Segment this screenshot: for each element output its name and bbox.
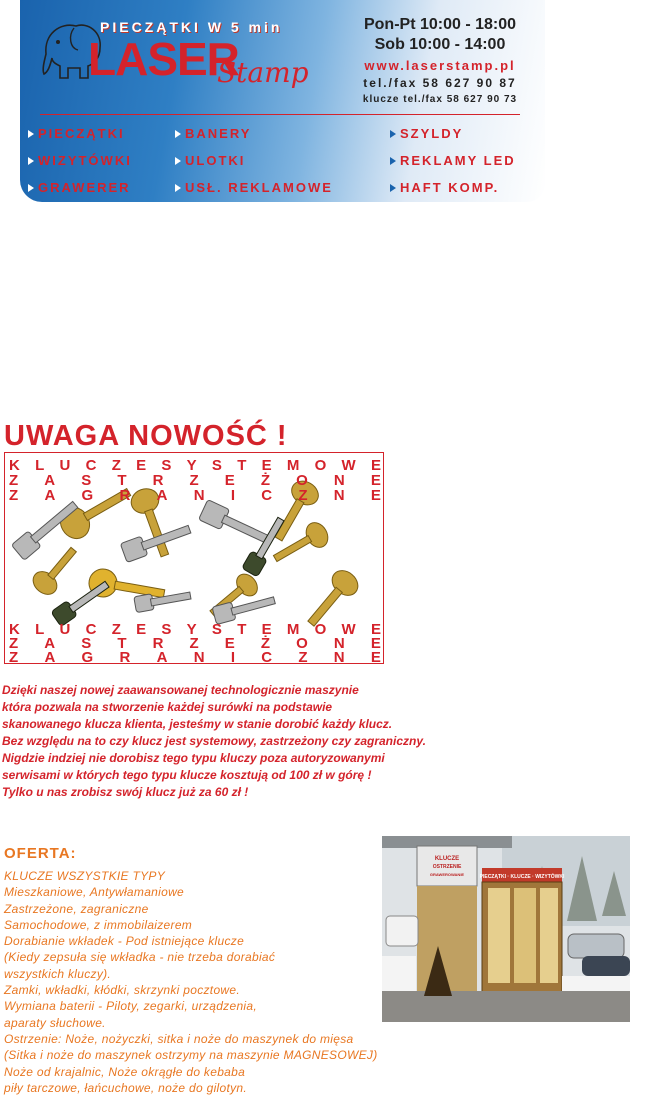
menu-item-label: BANERY [185,126,252,141]
promo-letter: E [261,621,272,638]
offer-item: Samochodowe, z immobilaizerem [4,917,193,932]
promo-letter: T [117,472,127,489]
promo-line-2 [9,474,381,488]
promo-letter: E [370,457,381,474]
promo-letter: L [35,621,45,638]
promo-letter: Z [9,649,19,664]
keys-promo-image [4,452,384,664]
header-tagline: PIECZĄTKI W 5 min [100,19,283,35]
menu-item-grawerer[interactable] [28,178,175,197]
promo-letter: Z [9,472,19,489]
promo-letter: S [211,457,222,474]
offer-item: Zastrzeżone, zagraniczne [4,901,149,916]
promo-letter: S [211,621,222,638]
description-line: serwisami w których tego typu klucze kosztują od 100 zł w górę ! [2,768,372,782]
promo-letter: Z [189,472,199,489]
menu-item-banery[interactable] [175,124,390,143]
promo-letter: Z [111,621,121,638]
promo-letter: Ż [260,635,271,652]
arrow-right-icon [390,184,396,192]
menu-item-ulotki[interactable] [175,151,390,170]
promo-letter: N [333,472,345,489]
promo-letter: E [370,635,381,652]
shop-strip: PIECZĄTKI · KLUCZE · WIZYTÓWKI [479,874,565,880]
menu-item-pieczatki[interactable] [28,124,175,143]
promo-letter: E [370,472,381,489]
header-divider [40,114,520,115]
menu-item-wizytowki[interactable] [28,151,175,170]
promo-description [2,682,562,801]
arrow-right-icon [390,130,396,138]
arrow-right-icon [175,157,181,165]
promo-letter: U [59,457,71,474]
offer-item: (Kiedy zepsuła się wkładka - nie trzeba dorabiać [4,950,276,965]
offer-item: Dorabianie wkładek - Pod istniejące klucze [4,934,245,949]
logo-script: Stamp [217,56,309,89]
arrow-right-icon [28,157,34,165]
description-line: Dzięki naszej nowej zaawansowanej technologicznie maszynie [2,683,359,697]
website-link[interactable]: www.laserstamp.pl [364,58,516,73]
promo-letter: R [119,487,131,504]
promo-line-3 [9,489,381,503]
shop-sign: KLUCZE [434,856,460,862]
offer-heading: OFERTA: [4,845,77,862]
promo-letter: C [85,457,97,474]
promo-letter: A [156,649,168,664]
menu-item-label: HAFT KOMP. [400,180,500,195]
promo-letter: N [333,649,345,664]
promo-letter: I [230,649,235,664]
promo-letter: E [224,635,235,652]
promo-letter: W [341,457,356,474]
menu-item-label: WIZYTÓWKI [38,153,132,168]
menu-item-label: SZYLDY [400,126,464,141]
promo-letter: Z [9,635,19,652]
offer-item: Wymiana baterii - Piloty, zegarki, urządzenia, [4,999,258,1014]
promo-letter: N [193,649,205,664]
promo-letter: A [44,487,56,504]
promo-letter: Z [111,457,121,474]
promo-letter: A [44,649,56,664]
promo-letter: Y [186,621,197,638]
promo-letter: N [193,487,205,504]
promo-letter: A [44,635,56,652]
promo-letter: E [370,487,381,504]
phone-number: tel./fax 58 627 90 87 [363,76,517,90]
offer-item: Zamki, wkładki, kłódki, skrzynki pocztowe. [4,983,240,998]
promo-letter: O [314,621,327,638]
menu-item-reklamy-led[interactable] [390,151,538,170]
promo-letter: M [286,457,300,474]
promo-line-3-bottom [9,651,381,664]
offer-item: Noże od krajalnic, Noże okrągłe do kebaba [4,1064,246,1079]
promo-letter: M [286,621,300,638]
promo-letter: C [85,621,97,638]
menu-item-label: ULOTKI [185,153,246,168]
promo-letter: Z [298,487,308,504]
arrow-right-icon [175,130,181,138]
promo-letter: R [119,649,131,664]
contact-block [340,15,540,107]
promo-letter: E [136,621,147,638]
hours-weekdays: Pon-Pt 10:00 - 18:00 [363,16,517,33]
promo-headline: UWAGA NOWOŚĆ ! [4,420,288,452]
description-line: Bez względu na to czy klucz jest systemowy, zastrzeżony czy zagraniczny. [2,734,426,748]
logo-word: LASER [88,33,239,85]
header-banner [20,0,545,202]
arrow-right-icon [28,130,34,138]
promo-letter: A [44,472,56,489]
menu-item-label: USŁ. REKLAMOWE [185,180,333,195]
offer-item: KLUCZE WSZYSTKIE TYPY [4,869,165,883]
promo-letter: G [81,649,94,664]
offer-item: aparaty słuchowe. [4,1015,106,1030]
promo-letter: Z [298,649,308,664]
shop-photo [382,836,630,1022]
promo-letter: Z [189,635,199,652]
promo-letter: O [296,472,308,489]
menu-item-haft-komp[interactable] [390,178,538,197]
promo-letter: S [81,472,92,489]
promo-letter: Z [9,487,19,504]
menu-item-szyldy[interactable] [390,124,538,143]
menu-item-label: PIECZĄTKI [38,126,125,141]
offer-item: (Sitka i noże do maszynek ostrzymy na maszynie MAGNESOWEJ) [4,1048,378,1063]
description-line: skanowanego klucza klienta, jesteśmy w stanie dorobić każdy klucz. [2,717,393,731]
promo-letter: O [296,635,308,652]
promo-letter: L [35,457,45,474]
promo-letter: W [341,621,356,638]
main-menu [28,124,538,197]
menu-item-label: GRAWERER [38,180,131,195]
promo-letter: E [136,457,147,474]
promo-letter: R [152,472,164,489]
menu-item-label: REKLAMY LED [400,153,516,168]
promo-letter: C [261,649,273,664]
promo-letter: K [9,457,20,474]
promo-letter: Ż [260,472,271,489]
promo-letter: S [161,621,172,638]
offer-item: Mieszkaniowe, Antywłamaniowe [4,885,185,900]
promo-letter: U [59,621,71,638]
promo-letter: E [224,472,235,489]
offer-item: Ostrzenie: Noże, nożyczki, sitka i noże do maszynek do mięsa [4,1031,354,1046]
description-line: Tylko u nas zrobisz swój klucz już za 60 zł ! [2,785,249,799]
keys-phone-number: klucze tel./fax 58 627 90 73 [362,94,518,105]
svg-text:OSTRZENIE: OSTRZENIE [432,864,462,870]
offer-item: piły tarczowe, łańcuchowe, noże do gilotyn. [4,1080,248,1095]
promo-letter: E [370,621,381,638]
menu-item-usl-reklamowe[interactable] [175,178,390,197]
promo-letter: C [261,487,273,504]
promo-letter: T [237,457,247,474]
offer-item: wszystkich kluczy). [4,966,112,981]
promo-letter: I [230,487,235,504]
svg-text:GRAWEROWANIE: GRAWEROWANIE [429,872,465,877]
key-icon [11,497,276,625]
hours-saturday: Sob 10:00 - 14:00 [374,36,506,53]
promo-letter: T [117,635,127,652]
promo-letter: E [370,649,381,664]
description-line: Nigdzie indziej nie dorobisz tego typu kluczy poza autoryzowanymi [2,751,385,765]
promo-letter: N [333,635,345,652]
arrow-right-icon [390,157,396,165]
promo-line-1 [9,459,381,473]
promo-letter: S [161,457,172,474]
arrow-right-icon [175,184,181,192]
promo-letter: Y [186,457,197,474]
promo-letter: G [81,487,94,504]
promo-letter: O [314,457,327,474]
promo-letter: T [237,621,247,638]
promo-letter: S [81,635,92,652]
promo-letter: N [333,487,345,504]
promo-letter: A [156,487,168,504]
description-line: która pozwala na stworzenie każdej surówki na podstawie [2,700,333,714]
promo-letter: R [152,635,164,652]
promo-letter: K [9,621,20,638]
promo-letter: E [261,457,272,474]
arrow-right-icon [28,184,34,192]
